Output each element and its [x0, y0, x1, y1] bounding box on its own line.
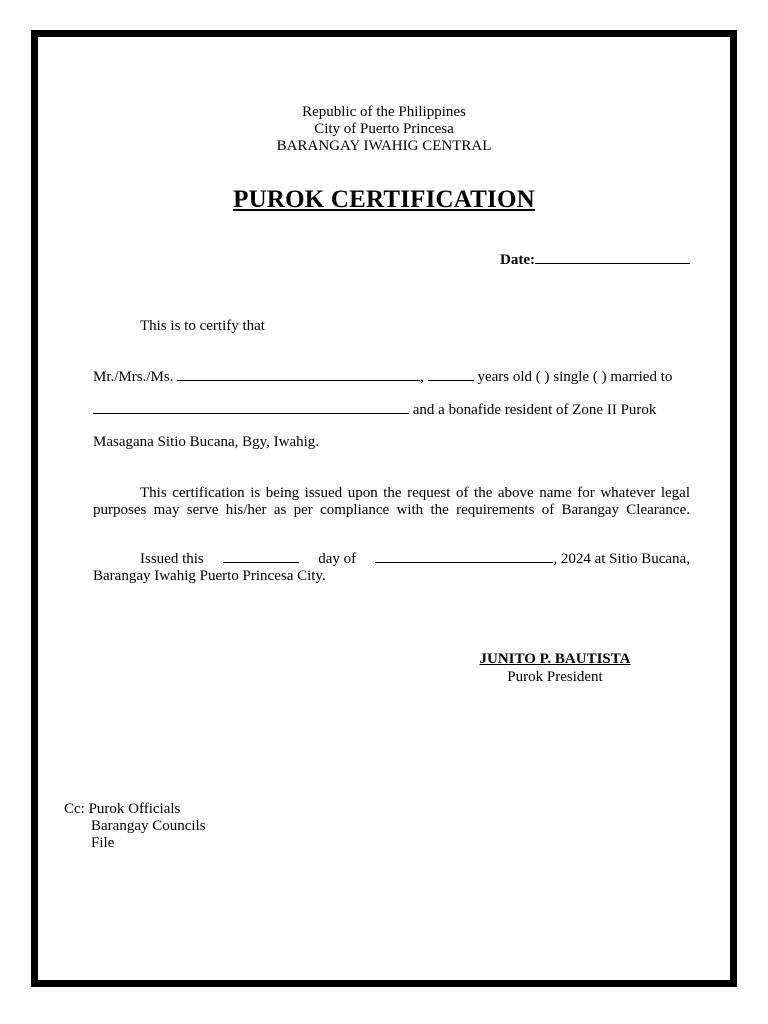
address-line: Masagana Sitio Bucana, Bgy, Iwahig.	[93, 434, 320, 450]
document-title: PUROK CERTIFICATION	[233, 186, 535, 213]
year-place-text: , 2024 at Sitio Bucana,	[553, 551, 690, 567]
signatory-position: Purok President	[507, 669, 603, 685]
issued-this-text: Issued this	[140, 551, 204, 567]
name-line	[93, 368, 672, 386]
month-blank[interactable]	[375, 550, 553, 563]
resident-line	[93, 401, 656, 419]
date-label: Date:	[500, 252, 535, 268]
name-prefix: Mr./Mrs./Ms.	[93, 369, 174, 385]
header-republic: Republic of the Philippines	[302, 104, 466, 120]
day-blank[interactable]	[223, 550, 299, 563]
name-blank[interactable]	[177, 368, 420, 381]
name-comma: ,	[420, 369, 424, 385]
age-civil-status-text: years old ( ) single ( ) married to	[477, 369, 673, 385]
spouse-blank[interactable]	[93, 401, 409, 414]
date-field	[500, 249, 690, 269]
day-of-text: day of	[318, 551, 357, 567]
issued-line-2: Barangay Iwahig Puerto Princesa City.	[93, 568, 326, 584]
header-city: City of Puerto Princesa	[314, 121, 454, 137]
age-blank[interactable]	[428, 368, 474, 381]
cc-item: File	[91, 835, 115, 851]
signatory-block	[476, 651, 634, 686]
purpose-line-2: purposes may serve his/her as per compliance with the requirements of Barangay Clearance.	[93, 502, 690, 518]
purpose-line-1: This certification is being issued upon the request of the above name for whatever legal	[140, 485, 690, 501]
header-barangay: BARANGAY IWAHIG CENTRAL	[276, 138, 492, 154]
cc-item: Barangay Councils	[91, 818, 206, 834]
cc-label: Cc: Purok Officials	[64, 801, 181, 817]
month-and-year	[375, 550, 690, 568]
certify-intro: This is to certify that	[140, 318, 265, 334]
date-blank[interactable]	[535, 249, 690, 264]
resident-text: and a bonafide resident of Zone II Purok	[412, 402, 657, 418]
signatory-name: JUNITO P. BAUTISTA	[479, 651, 631, 667]
issued-line-1	[140, 550, 690, 568]
